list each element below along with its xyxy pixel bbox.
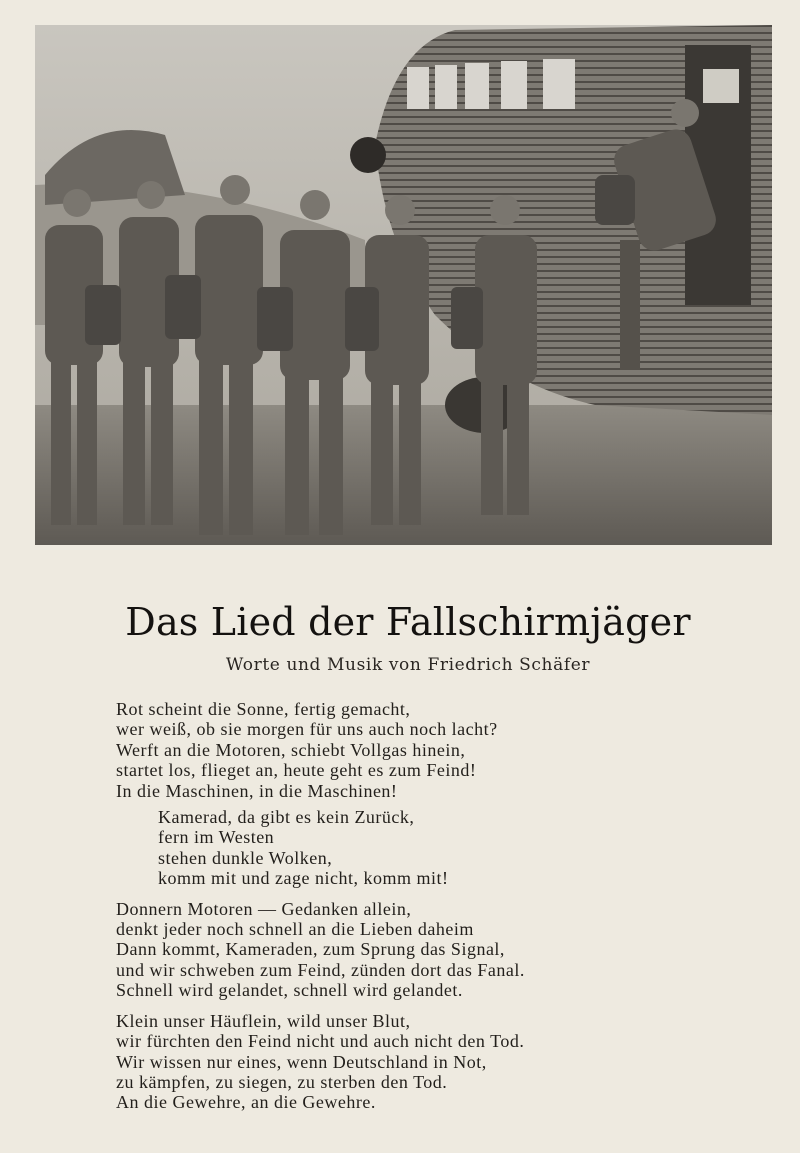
lyric-line: fern im Westen xyxy=(158,827,275,848)
lyric-line: Dann kommt, Kameraden, zum Sprung das Signal, xyxy=(116,939,505,960)
refrain xyxy=(116,807,736,889)
stanza-1 xyxy=(116,699,736,801)
lyric-line: In die Maschinen, in die Maschinen! xyxy=(116,780,398,801)
lyric-line: Kamerad, da gibt es kein Zurück, xyxy=(158,807,415,828)
song-subtitle-credits: Worte und Musik von Friedrich Schäfer xyxy=(225,655,591,675)
lyric-line: Werft an die Motoren, schiebt Vollgas hinein, xyxy=(116,739,466,760)
lyric-line: Rot scheint die Sonne, fertig gemacht, xyxy=(116,699,411,719)
photo-illustration xyxy=(35,25,772,545)
lyric-line: An die Gewehre, an die Gewehre. xyxy=(116,1092,376,1113)
stanza-2 xyxy=(116,899,736,1001)
photograph-paratroopers-boarding-aircraft xyxy=(35,25,772,545)
song-title: Das Lied der Fallschirmjäger xyxy=(125,600,691,644)
stanza-3 xyxy=(116,1011,736,1113)
lyric-line: komm mit und zage nicht, komm mit! xyxy=(158,868,449,889)
lyric-line: Donnern Motoren — Gedanken allein, xyxy=(116,898,412,919)
lyric-line: denkt jeder noch schnell an die Lieben daheim xyxy=(116,919,474,940)
lyric-line: Schnell wird gelandet, schnell wird gelandet. xyxy=(116,980,463,1001)
lyric-line: Wir wissen nur eines, wenn Deutschland in Not, xyxy=(116,1051,487,1072)
lyric-line: wir fürchten den Feind nicht und auch nicht den Tod. xyxy=(116,1031,525,1052)
lyric-line: zu kämpfen, zu siegen, zu sterben den Tod. xyxy=(116,1071,448,1092)
lyric-line: und wir schweben zum Feind, zünden dort das Fanal. xyxy=(116,959,525,980)
lyric-line: stehen dunkle Wolken, xyxy=(158,847,333,868)
lyric-line: startet los, flieget an, heute geht es zum Feind! xyxy=(116,760,477,781)
lyric-line: wer weiß, ob sie morgen für uns auch noch lacht? xyxy=(116,719,498,740)
lyric-line: Klein unser Häuflein, wild unser Blut, xyxy=(116,1010,411,1031)
song-lyrics xyxy=(116,699,736,1113)
